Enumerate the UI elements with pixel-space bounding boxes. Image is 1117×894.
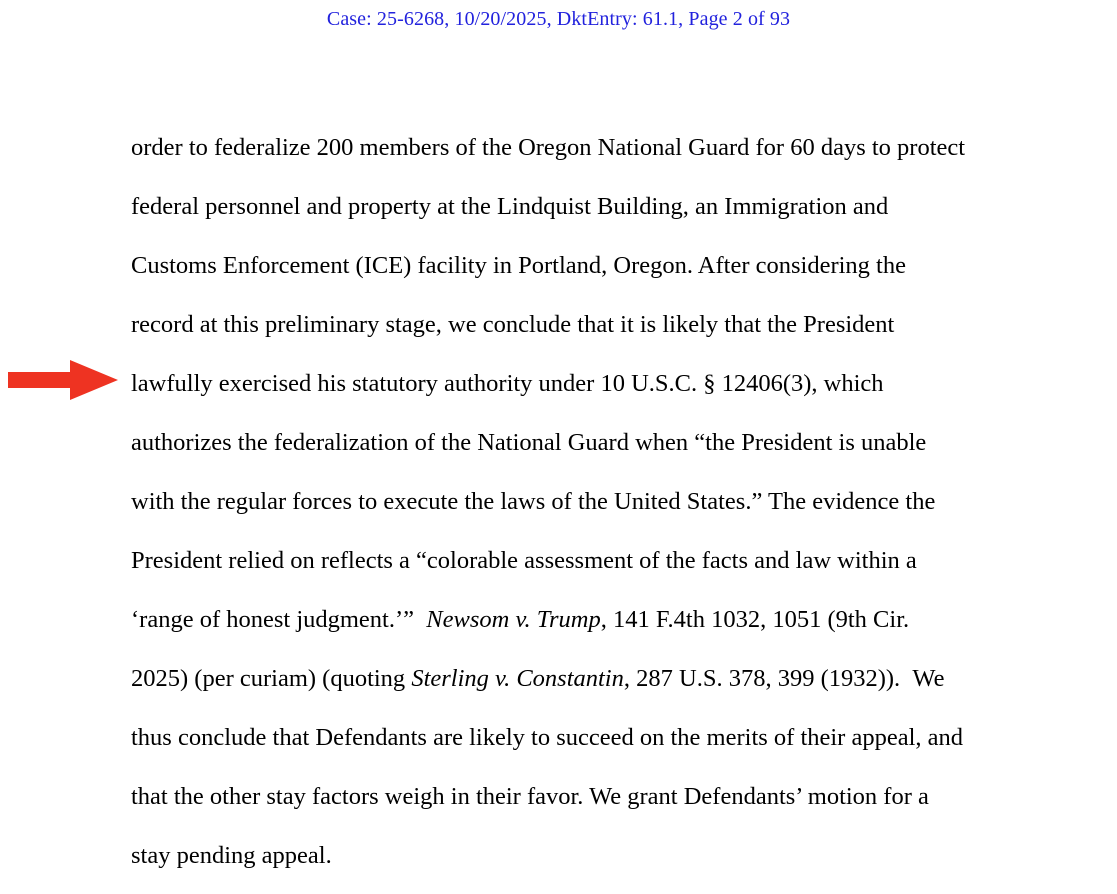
line-text-2: federal personnel and property at the Lindquist Building, an Immigration and: [131, 193, 889, 220]
paragraph-line: [131, 413, 991, 472]
line-text-4: record at this preliminary stage, we conclude that it is likely that the President: [131, 311, 895, 338]
line-text-9-prefix: ‘range of honest judgment.’”: [131, 606, 427, 633]
red-arrow-annotation: [8, 358, 120, 402]
paragraph-line: [131, 590, 991, 649]
paragraph-line: [131, 708, 991, 767]
line-text-13: stay pending appeal.: [131, 842, 332, 869]
line-text-8: President relied on reflects a “colorable assessment of the facts and law within a: [131, 547, 917, 574]
line-text-10-prefix: 2025) (per curiam) (quoting: [131, 665, 412, 692]
paragraph-line: [131, 118, 991, 177]
paragraph-line: [131, 236, 991, 295]
paragraph-line: [131, 767, 991, 826]
paragraph-line: [131, 531, 991, 590]
paragraph-line: [131, 295, 991, 354]
paragraph-line-highlighted: [131, 354, 991, 413]
opinion-body-text: [131, 118, 991, 885]
line-text-5: lawfully exercised his statutory authority under 10 U.S.C. § 12406(3), which: [131, 370, 884, 397]
line-text-6: authorizes the federalization of the National Guard when “the President is unable: [131, 429, 927, 456]
line-text-7: with the regular forces to execute the laws of the United States.” The evidence the: [131, 488, 936, 515]
paragraph-line: [131, 649, 991, 708]
case-citation-sterling: Sterling v. Constantin: [411, 665, 624, 692]
line-text-11: thus conclude that Defendants are likely to succeed on the merits of their appeal, and: [131, 724, 964, 751]
paragraph-line: [131, 177, 991, 236]
case-citation-newsom: Newsom v. Trump: [426, 606, 601, 633]
line-text-3: Customs Enforcement (ICE) facility in Portland, Oregon. After considering the: [131, 252, 906, 279]
line-text-10-suffix: , 287 U.S. 378, 399 (1932)). We: [623, 665, 945, 692]
line-text-9-suffix: , 141 F.4th 1032, 1051 (9th Cir.: [600, 606, 910, 633]
docket-header-line: Case: 25-6268, 10/20/2025, DktEntry: 61.1, Page 2 of 93: [326, 8, 791, 30]
line-text-1: order to federalize 200 members of the Oregon National Guard for 60 days to protect: [131, 134, 966, 161]
paragraph-line: [131, 472, 991, 531]
line-text-12: that the other stay factors weigh in their favor. We grant Defendants’ motion for a: [131, 783, 929, 810]
paragraph-line-last: [131, 826, 991, 885]
